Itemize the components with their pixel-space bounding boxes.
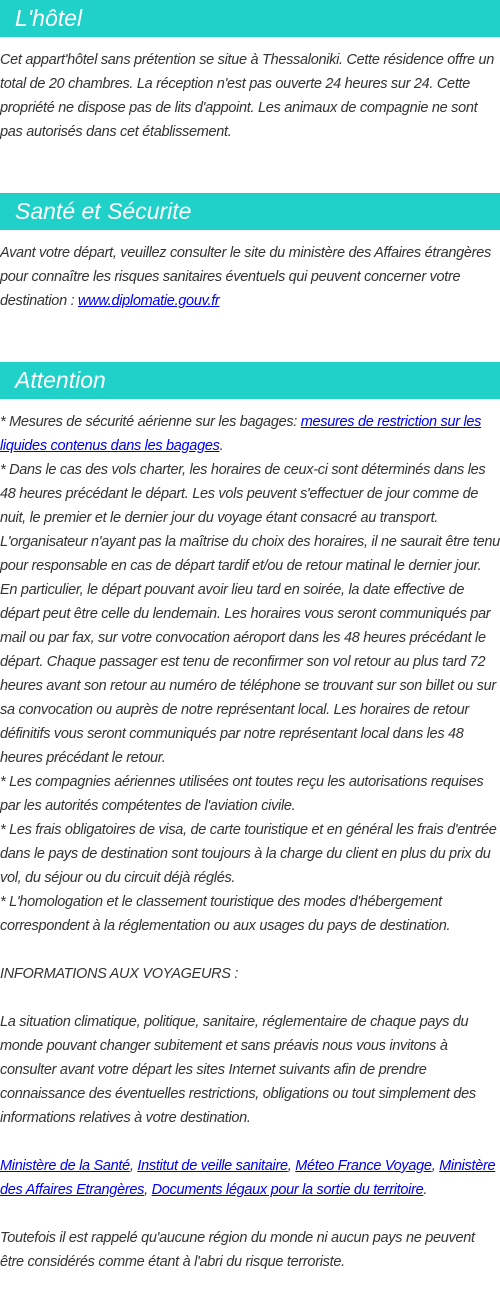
spacer xyxy=(0,986,500,1010)
section-header-health xyxy=(0,193,500,230)
health-text: Avant votre départ, veuillez consulter le site du ministère des Affaires étrangères pour connaître les risques sanitaires éventuels qui peuvent concerner votre destination : xyxy=(0,245,491,309)
health-description xyxy=(0,241,500,313)
spacer xyxy=(0,938,500,962)
hotel-description xyxy=(0,48,500,144)
spacer xyxy=(0,1130,500,1154)
hotel-text: Cet appart'hôtel sans prétention se situe à Thessaloniki. Cette résidence offre un total de 20 chambres. La réception n'est pas ouverte 24 heures sur 24. Cette propriété ne dispose pas de lits d'appoint. Les animaux de compagnie ne sont pas autorisés dans cet établissement. xyxy=(0,52,495,140)
health-paragraph xyxy=(0,241,500,313)
fees-paragraph: * Les frais obligatoires de visa, de carte touristique et en général les frais d'entrée dans le pays de destination sont toujours à la charge du client en plus du prix du vol, du séjour ou du circuit déjà réglés. xyxy=(0,822,497,886)
link-meteo-france[interactable]: Méteo France Voyage xyxy=(295,1158,432,1174)
situation-paragraph: La situation climatique, politique, sanitaire, réglementaire de chaque pays du monde pouvant changer subitement et sans préavis nous vous invitons à consulter avant votre départ les sites Internet suivants afin de prendre connaissance des éventuelles restrictions, obligations ou tout simplement des informations relatives à votre destination. xyxy=(0,1014,476,1126)
section-title-hotel: L'hôtel xyxy=(15,5,83,31)
link-affaires-etrangeres[interactable]: Ministère des Affaires Etrangères xyxy=(0,1158,496,1198)
charter-paragraph: * Dans le cas des vols charter, les horaires de ceux-ci sont déterminés dans les 48 heures précédant le départ. Les vols peuvent s'effectuer de jour comme de nuit, le premier et le dernier jour du voyage étant consacré au transport. L'organisateur n'ayant pas la maîtrise du choix des horaires, il ne saurait être tenu pour responsable en cas de départ tardif et/ou de retour matinal le dernier jour. En particulier, le départ pouvant avoir lieu tard en soirée, la date effective de départ peut être celle du lendemain. Les horaires vous seront communiqués par mail ou par fax, sur votre convocation aéroport dans les 48 heures précédant le départ. Chaque passager est tenu de reconfirmer son vol retour au plus tard 72 heures avant son retour au numéro de téléphone se trouvant sur son billet ou sur sa convocation ou auprès de notre représentant local. Les horaires de retour définitifs vous seront communiqués par notre représentant local dans les 48 heures précédant le retour. xyxy=(0,462,500,766)
attention-content xyxy=(0,410,500,1274)
link-separator: , xyxy=(144,1182,152,1198)
terror-paragraph: Toutefois il est rappelé qu'aucune région du monde ni aucun pays ne peuvent être considérés comme étant à l'abri du risque terroriste. xyxy=(0,1230,475,1270)
diplomatie-link[interactable]: www.diplomatie.gouv.fr xyxy=(78,293,220,309)
section-header-attention xyxy=(0,362,500,399)
section-title-attention: Attention xyxy=(15,367,106,393)
section-title-health: Santé et Sécurite xyxy=(15,198,192,224)
spacer xyxy=(0,1202,500,1226)
link-institut-veille[interactable]: Institut de veille sanitaire xyxy=(137,1158,288,1174)
link-separator: , xyxy=(287,1158,296,1174)
links-end: . xyxy=(423,1182,428,1198)
baggage-suffix: . xyxy=(219,438,224,454)
info-heading: INFORMATIONS AUX VOYAGEURS : xyxy=(0,966,239,982)
link-documents-legaux[interactable]: Documents légaux pour la sortie du territoire xyxy=(151,1182,424,1198)
reference-links xyxy=(0,1154,500,1202)
airlines-paragraph: * Les compagnies aériennes utilisées ont toutes reçu les autorisations requises par les autorités compétentes de l'aviation civile. xyxy=(0,774,484,814)
link-separator: , xyxy=(431,1158,440,1174)
section-header-hotel xyxy=(0,0,500,37)
link-separator: , xyxy=(129,1158,138,1174)
baggage-restriction-link[interactable]: mesures de restriction sur les liquides contenus dans les bagages xyxy=(0,414,482,454)
baggage-prefix: * Mesures de sécurité aérienne sur les bagages: xyxy=(0,414,301,430)
link-ministere-sante[interactable]: Ministère de la Santé xyxy=(0,1158,130,1174)
homologation-paragraph: * L'homologation et le classement touristique des modes d'hébergement correspondent à la réglementation ou aux usages du pays de destination. xyxy=(0,894,451,934)
baggage-paragraph xyxy=(0,410,500,458)
